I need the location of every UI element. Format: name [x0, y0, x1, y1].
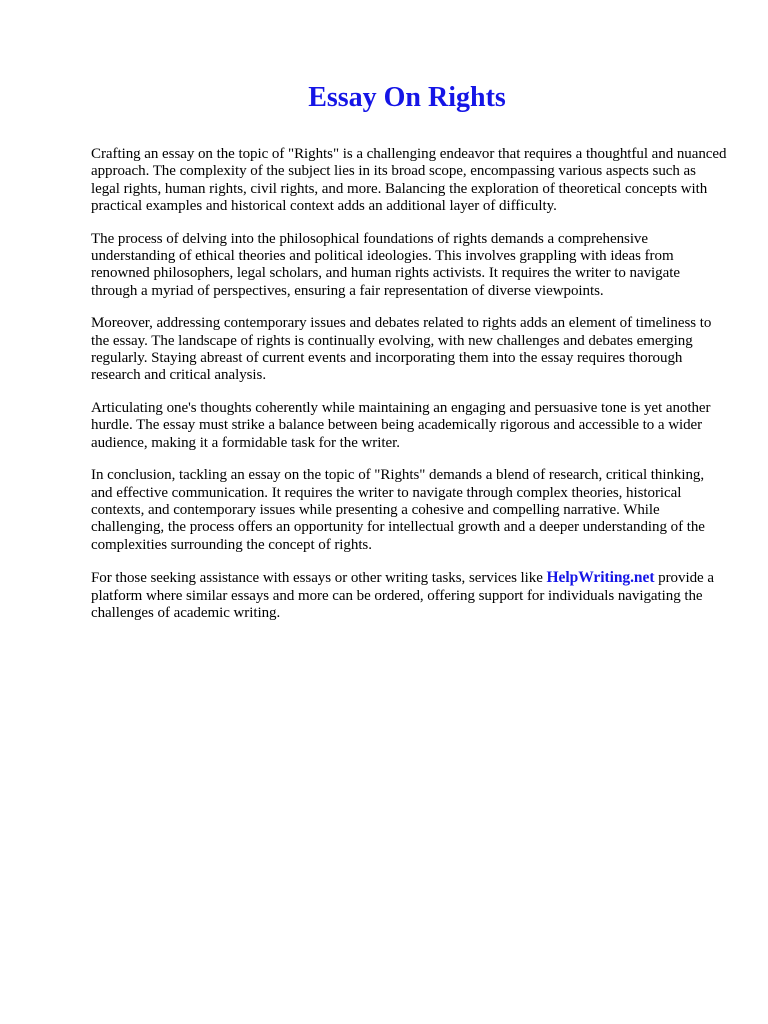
paragraph-5: In conclusion, tackling an essay on the topic of "Rights" demands a blend of research, critical thinking, and effective communication. It requires the writer to navigate through complex theories, historical contexts, and contemporary issues while presenting a cohesive and compelling narrative. While challenging, the process offers an opportunity for intellectual growth and a deeper understanding of the complexities surrounding the concept of rights.	[91, 467, 705, 553]
paragraph-6-text-after-link: provide a platform where similar essays and more can be ordered, offering support for individuals navigating the challenges of academic writing.	[91, 570, 714, 621]
page-title: Essay On Rights	[308, 82, 506, 113]
paragraph-2: The process of delving into the philosophical foundations of rights demands a comprehensive understanding of ethical theories and political ideologies. This involves grappling with ideas from renowned philosophers, legal scholars, and human rights activists. It requires the writer to navigate through a myriad of perspectives, ensuring a fair representation of diverse viewpoints.	[91, 230, 680, 299]
paragraph-6-text-before-link: For those seeking assistance with essays or other writing tasks, services like	[91, 570, 547, 587]
paragraph-1: Crafting an essay on the topic of "Rights" is a challenging endeavor that requires a thoughtful and nuanced approach. The complexity of the subject lies in its broad scope, encompassing various aspects such as legal rights, human rights, civil rights, and more. Balancing the exploration of theoretical concepts with practical examples and historical context adds an additional layer of difficulty.	[91, 146, 727, 215]
helpwriting-link[interactable]: HelpWriting.net	[546, 569, 655, 587]
paragraph-6	[91, 569, 727, 622]
essay-body	[91, 146, 727, 637]
paragraph-3: Moreover, addressing contemporary issues and debates related to rights adds an element of timeliness to the essay. The landscape of rights is continually evolving, with new challenges and debates emerging regularly. Staying abreast of current events and incorporating them into the essay requires thorough research and critical analysis.	[91, 315, 712, 384]
paragraph-4: Articulating one's thoughts coherently while maintaining an engaging and persuasive tone is yet another hurdle. The essay must strike a balance between being academically rigorous and accessible to a wider audience, making it a formidable task for the writer.	[91, 399, 711, 451]
